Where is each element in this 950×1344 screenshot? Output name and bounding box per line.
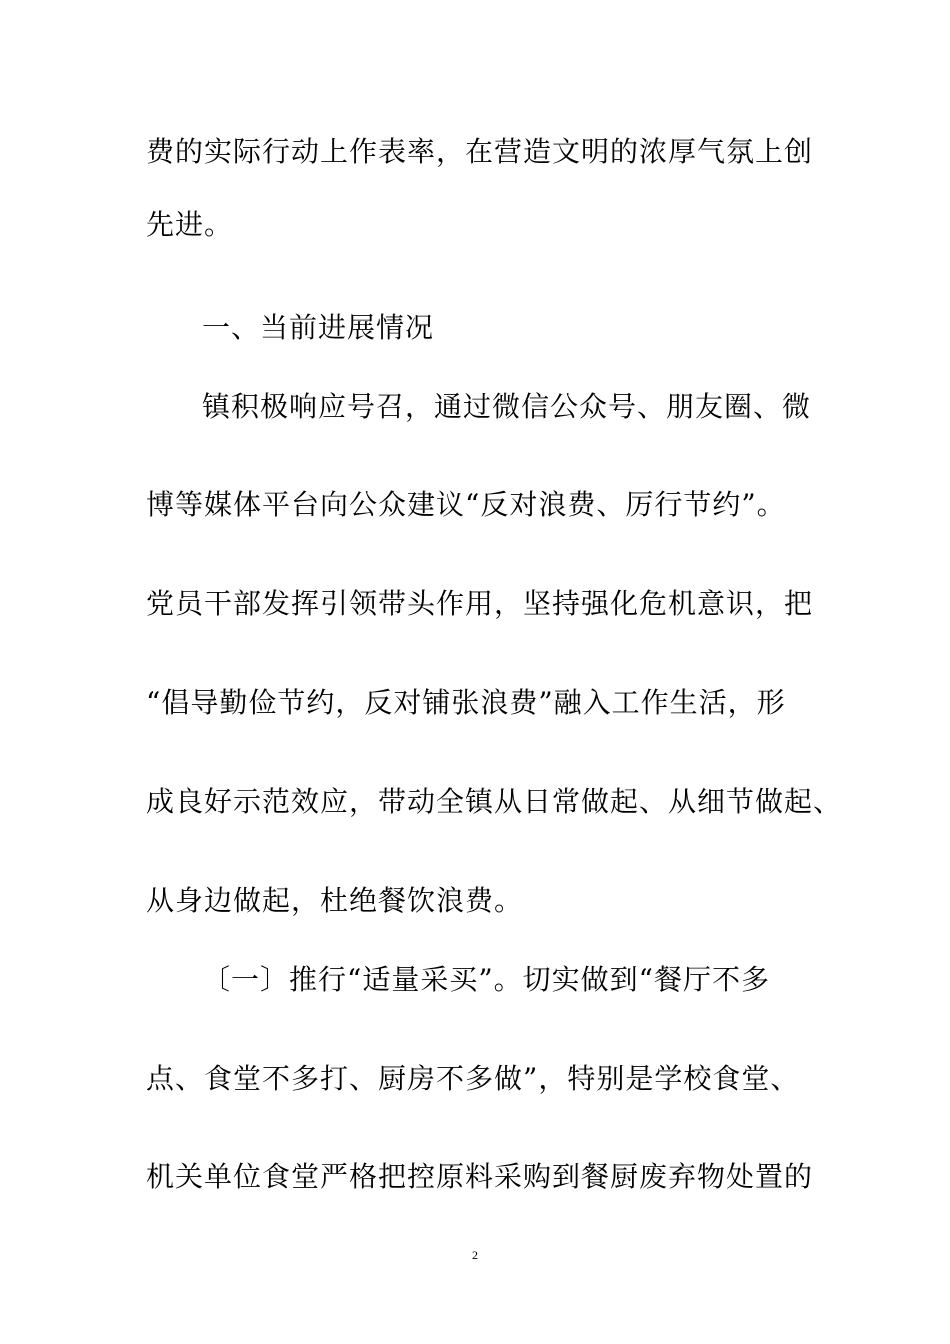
- body-text-line: 党员干部发挥引领带头作用，坚持强化危机意识，把: [146, 587, 814, 620]
- body-text-line: 点、食堂不多打、厨房不多做”，特别是学校食堂、: [146, 1062, 800, 1095]
- body-text-line: 费的实际行动上作表率，在营造文明的浓厚气氛上创: [146, 135, 814, 168]
- body-text-line: “倡导勤俭节约，反对铺张浪费”融入工作生活，形: [146, 686, 786, 719]
- body-text-line: 从身边做起，杜绝餐饮浪费。: [146, 884, 524, 917]
- body-text-line: 成良好示范效应，带动全镇从日常做起、从细节做起、: [146, 785, 843, 818]
- body-text-line: 博等媒体平台向公众建议“反对浪费、厉行节约”。: [146, 488, 786, 521]
- body-text-line: 镇积极响应号召，通过微信公众号、朋友圈、微: [202, 390, 812, 423]
- subsection-line: 〔一〕推行“适量采买”。切实做到“餐厅不多: [202, 963, 770, 996]
- body-text-line: 先进。: [146, 208, 234, 241]
- body-text-line: 机关单位食堂严格把控原料采购到餐厨废弃物处置的: [146, 1160, 814, 1193]
- page-number: 2: [472, 1248, 478, 1262]
- section-heading: 一、当前进展情况: [202, 311, 435, 344]
